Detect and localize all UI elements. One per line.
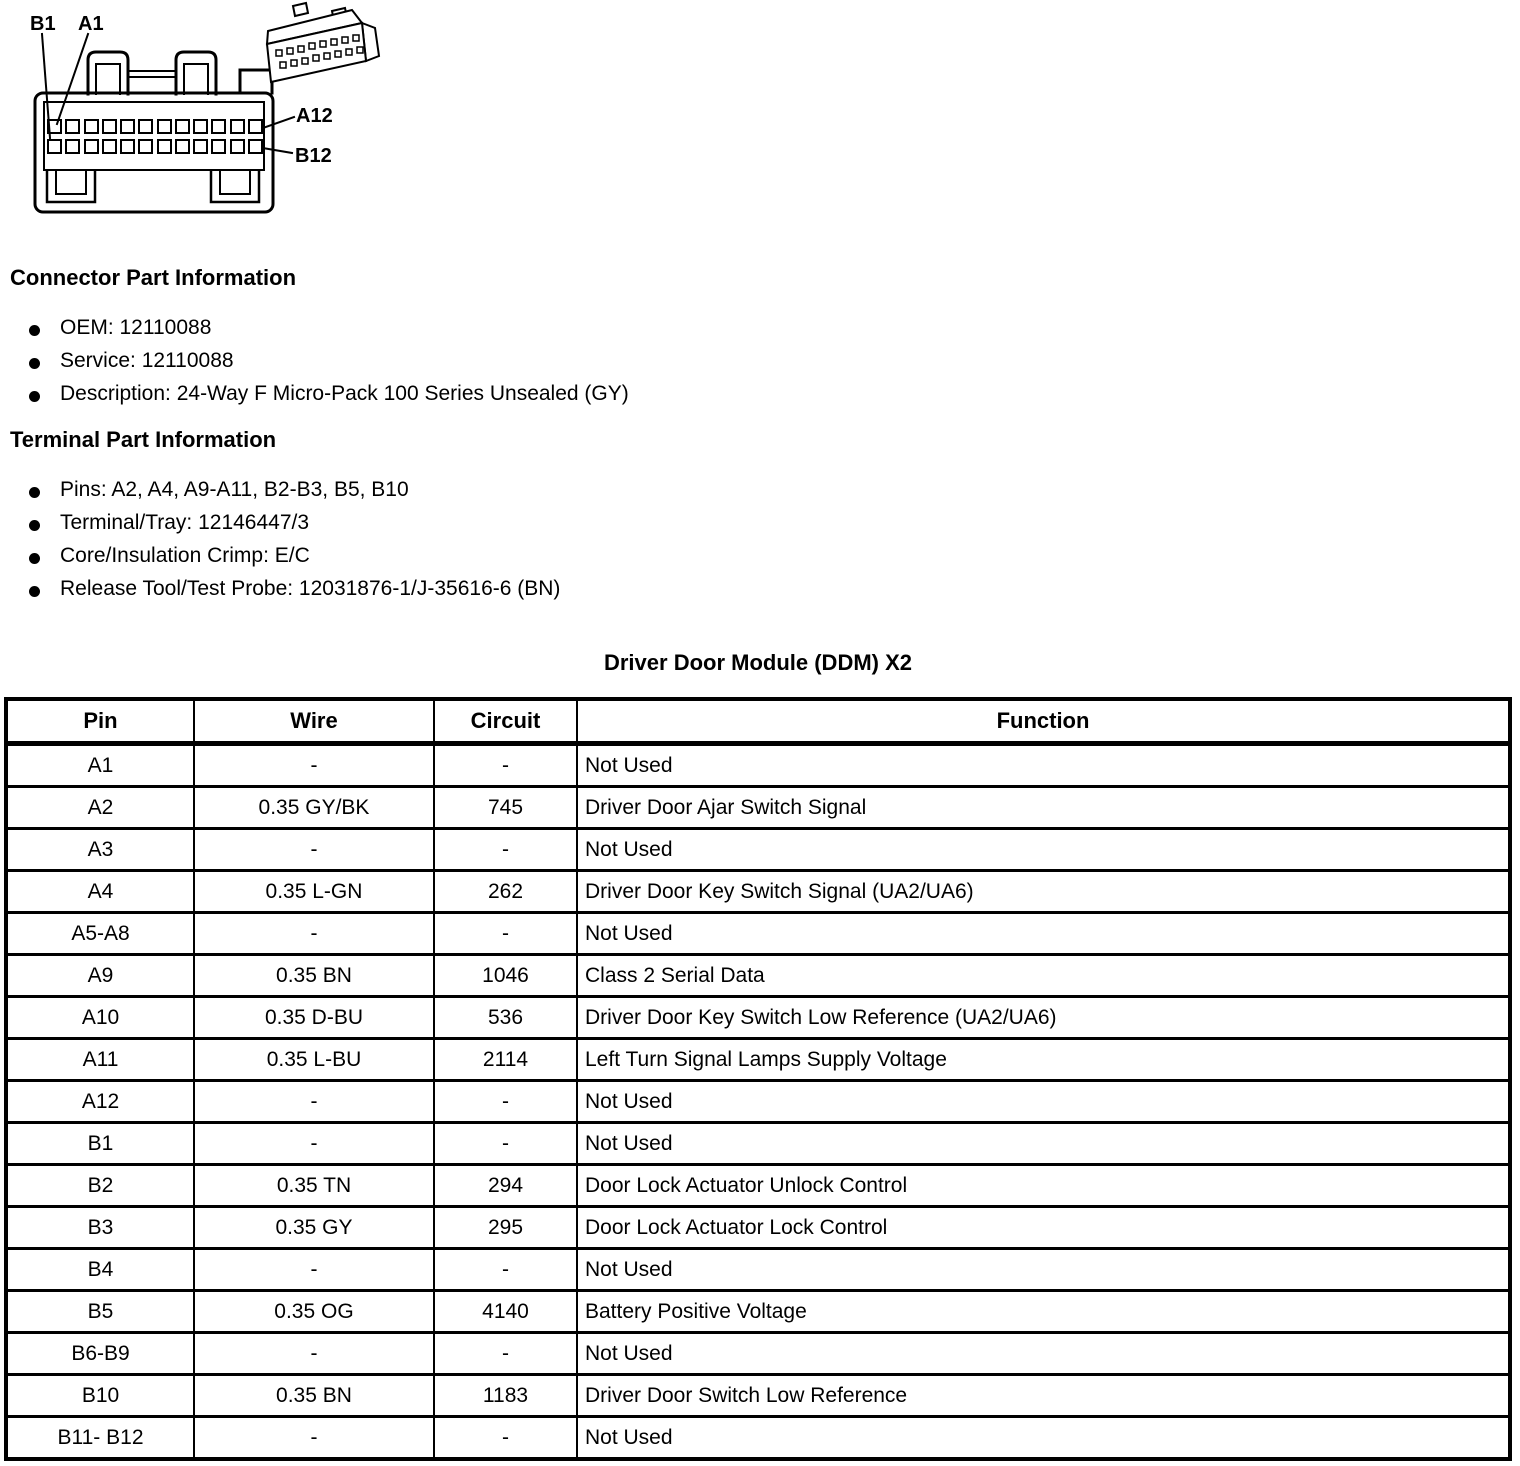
pin-table-body: [6, 744, 1510, 1460]
function-cell: Not Used: [577, 913, 1510, 955]
wire-cell: -: [194, 1081, 434, 1123]
table-row: [6, 997, 1510, 1039]
wire-cell: 0.35 TN: [194, 1165, 434, 1207]
pin-cell: A3: [6, 829, 194, 871]
table-row: [6, 744, 1510, 787]
wire-cell: 0.35 D-BU: [194, 997, 434, 1039]
bullet-dot-icon: [29, 553, 40, 564]
function-cell: Not Used: [577, 744, 1510, 787]
pin-cell: B2: [6, 1165, 194, 1207]
connector-part-information-heading: Connector Part Information: [10, 265, 297, 290]
pin-label-b12: B12: [295, 145, 332, 167]
pin-cell: B1: [6, 1123, 194, 1165]
wire-cell: 0.35 GY: [194, 1207, 434, 1249]
wire-cell: 0.35 BN: [194, 1375, 434, 1417]
table-row: [6, 913, 1510, 955]
circuit-cell: 1183: [434, 1375, 577, 1417]
bullet-text: Terminal/Tray: 12146447/3: [60, 511, 310, 534]
pin-cell: B5: [6, 1291, 194, 1333]
circuit-cell: -: [434, 1333, 577, 1375]
circuit-cell: -: [434, 1249, 577, 1291]
bullet-item: [29, 478, 560, 511]
connector-diagram-svg: [0, 0, 395, 240]
circuit-cell: 295: [434, 1207, 577, 1249]
circuit-cell: -: [434, 829, 577, 871]
function-cell: Driver Door Key Switch Signal (UA2/UA6): [577, 871, 1510, 913]
circuit-cell: -: [434, 913, 577, 955]
function-cell: Driver Door Key Switch Low Reference (UA2/UA6): [577, 997, 1510, 1039]
wire-cell: -: [194, 829, 434, 871]
wire-cell: -: [194, 1123, 434, 1165]
bullet-text: Service: 12110088: [60, 349, 234, 372]
bullet-item: [29, 382, 629, 415]
bullet-item: [29, 511, 560, 544]
table-row: [6, 1165, 1510, 1207]
pin-cell: B4: [6, 1249, 194, 1291]
bullet-dot-icon: [29, 520, 40, 531]
circuit-cell: -: [434, 1417, 577, 1460]
wire-column-header: Wire: [194, 699, 434, 744]
function-cell: Door Lock Actuator Unlock Control: [577, 1165, 1510, 1207]
pin-label-a1: A1: [78, 13, 104, 35]
circuit-cell: 2114: [434, 1039, 577, 1081]
bullet-text: OEM: 12110088: [60, 316, 212, 339]
pin-cell: A1: [6, 744, 194, 787]
wire-cell: 0.35 GY/BK: [194, 787, 434, 829]
circuit-column-header: Circuit: [434, 699, 577, 744]
table-row: [6, 1039, 1510, 1081]
table-row: [6, 871, 1510, 913]
bullet-item: [29, 316, 629, 349]
pin-cell: B10: [6, 1375, 194, 1417]
bullet-dot-icon: [29, 325, 40, 336]
function-cell: Door Lock Actuator Lock Control: [577, 1207, 1510, 1249]
function-cell: Class 2 Serial Data: [577, 955, 1510, 997]
bullet-dot-icon: [29, 487, 40, 498]
pin-cell: A9: [6, 955, 194, 997]
table-row: [6, 1417, 1510, 1460]
bullet-text: Pins: A2, A4, A9-A11, B2-B3, B5, B10: [60, 478, 409, 501]
pin-cell: A11: [6, 1039, 194, 1081]
wire-cell: 0.35 L-GN: [194, 871, 434, 913]
connector-diagram: [0, 0, 395, 240]
function-cell: Not Used: [577, 1417, 1510, 1460]
function-cell: Not Used: [577, 829, 1510, 871]
function-cell: Left Turn Signal Lamps Supply Voltage: [577, 1039, 1510, 1081]
circuit-cell: 1046: [434, 955, 577, 997]
circuit-cell: -: [434, 744, 577, 787]
table-row: [6, 1249, 1510, 1291]
circuit-cell: -: [434, 1123, 577, 1165]
circuit-cell: 294: [434, 1165, 577, 1207]
function-cell: Driver Door Ajar Switch Signal: [577, 787, 1510, 829]
circuit-cell: 745: [434, 787, 577, 829]
bullet-item: [29, 544, 560, 577]
terminal-part-information-heading: Terminal Part Information: [10, 427, 277, 452]
wire-cell: -: [194, 1333, 434, 1375]
bullet-text: Core/Insulation Crimp: E/C: [60, 544, 310, 567]
bullet-text: Release Tool/Test Probe: 12031876-1/J-35616-6 (BN): [60, 577, 561, 600]
table-row: [6, 1291, 1510, 1333]
table-row: [6, 1207, 1510, 1249]
table-row: [6, 829, 1510, 871]
pin-cell: A10: [6, 997, 194, 1039]
wire-cell: 0.35 L-BU: [194, 1039, 434, 1081]
pin-cell: A12: [6, 1081, 194, 1123]
function-cell: Not Used: [577, 1081, 1510, 1123]
table-row: [6, 1375, 1510, 1417]
function-cell: Not Used: [577, 1123, 1510, 1165]
table-row: [6, 1123, 1510, 1165]
table-row: [6, 1333, 1510, 1375]
function-cell: Not Used: [577, 1333, 1510, 1375]
wire-cell: -: [194, 1249, 434, 1291]
pin-label-b1: B1: [30, 13, 56, 35]
wire-cell: 0.35 BN: [194, 955, 434, 997]
pin-label-a12: A12: [296, 105, 333, 127]
bullet-dot-icon: [29, 358, 40, 369]
bullet-dot-icon: [29, 586, 40, 597]
table-row: [6, 955, 1510, 997]
table-title: Driver Door Module (DDM) X2: [603, 650, 913, 675]
wire-cell: 0.35 OG: [194, 1291, 434, 1333]
circuit-cell: 262: [434, 871, 577, 913]
wire-cell: -: [194, 1417, 434, 1460]
wire-cell: -: [194, 744, 434, 787]
bullet-dot-icon: [29, 391, 40, 402]
circuit-cell: 536: [434, 997, 577, 1039]
pin-cell: B3: [6, 1207, 194, 1249]
table-header-row: [6, 699, 1510, 744]
bullet-item: [29, 577, 560, 610]
function-cell: Not Used: [577, 1249, 1510, 1291]
connector-part-information-list: [29, 316, 629, 415]
pin-table: [4, 697, 1512, 1461]
function-column-header: Function: [577, 699, 1510, 744]
pin-cell: A2: [6, 787, 194, 829]
wire-cell: -: [194, 913, 434, 955]
pin-cell: B11- B12: [57, 1425, 144, 1449]
pin-column-header: Pin: [6, 699, 194, 744]
pin-cell: A4: [6, 871, 194, 913]
table-row: [6, 1081, 1510, 1123]
pin-cell: A5-A8: [6, 913, 194, 955]
circuit-cell: 4140: [434, 1291, 577, 1333]
terminal-part-information-list: [29, 478, 560, 610]
circuit-cell: -: [434, 1081, 577, 1123]
bullet-item: [29, 349, 629, 382]
bullet-text: Description: 24-Way F Micro-Pack 100 Series Unsealed (GY): [60, 382, 629, 405]
pin-cell: B6-B9: [6, 1333, 194, 1375]
function-cell: Driver Door Switch Low Reference: [577, 1375, 1510, 1417]
table-row: [6, 787, 1510, 829]
function-cell: Battery Positive Voltage: [577, 1291, 1510, 1333]
